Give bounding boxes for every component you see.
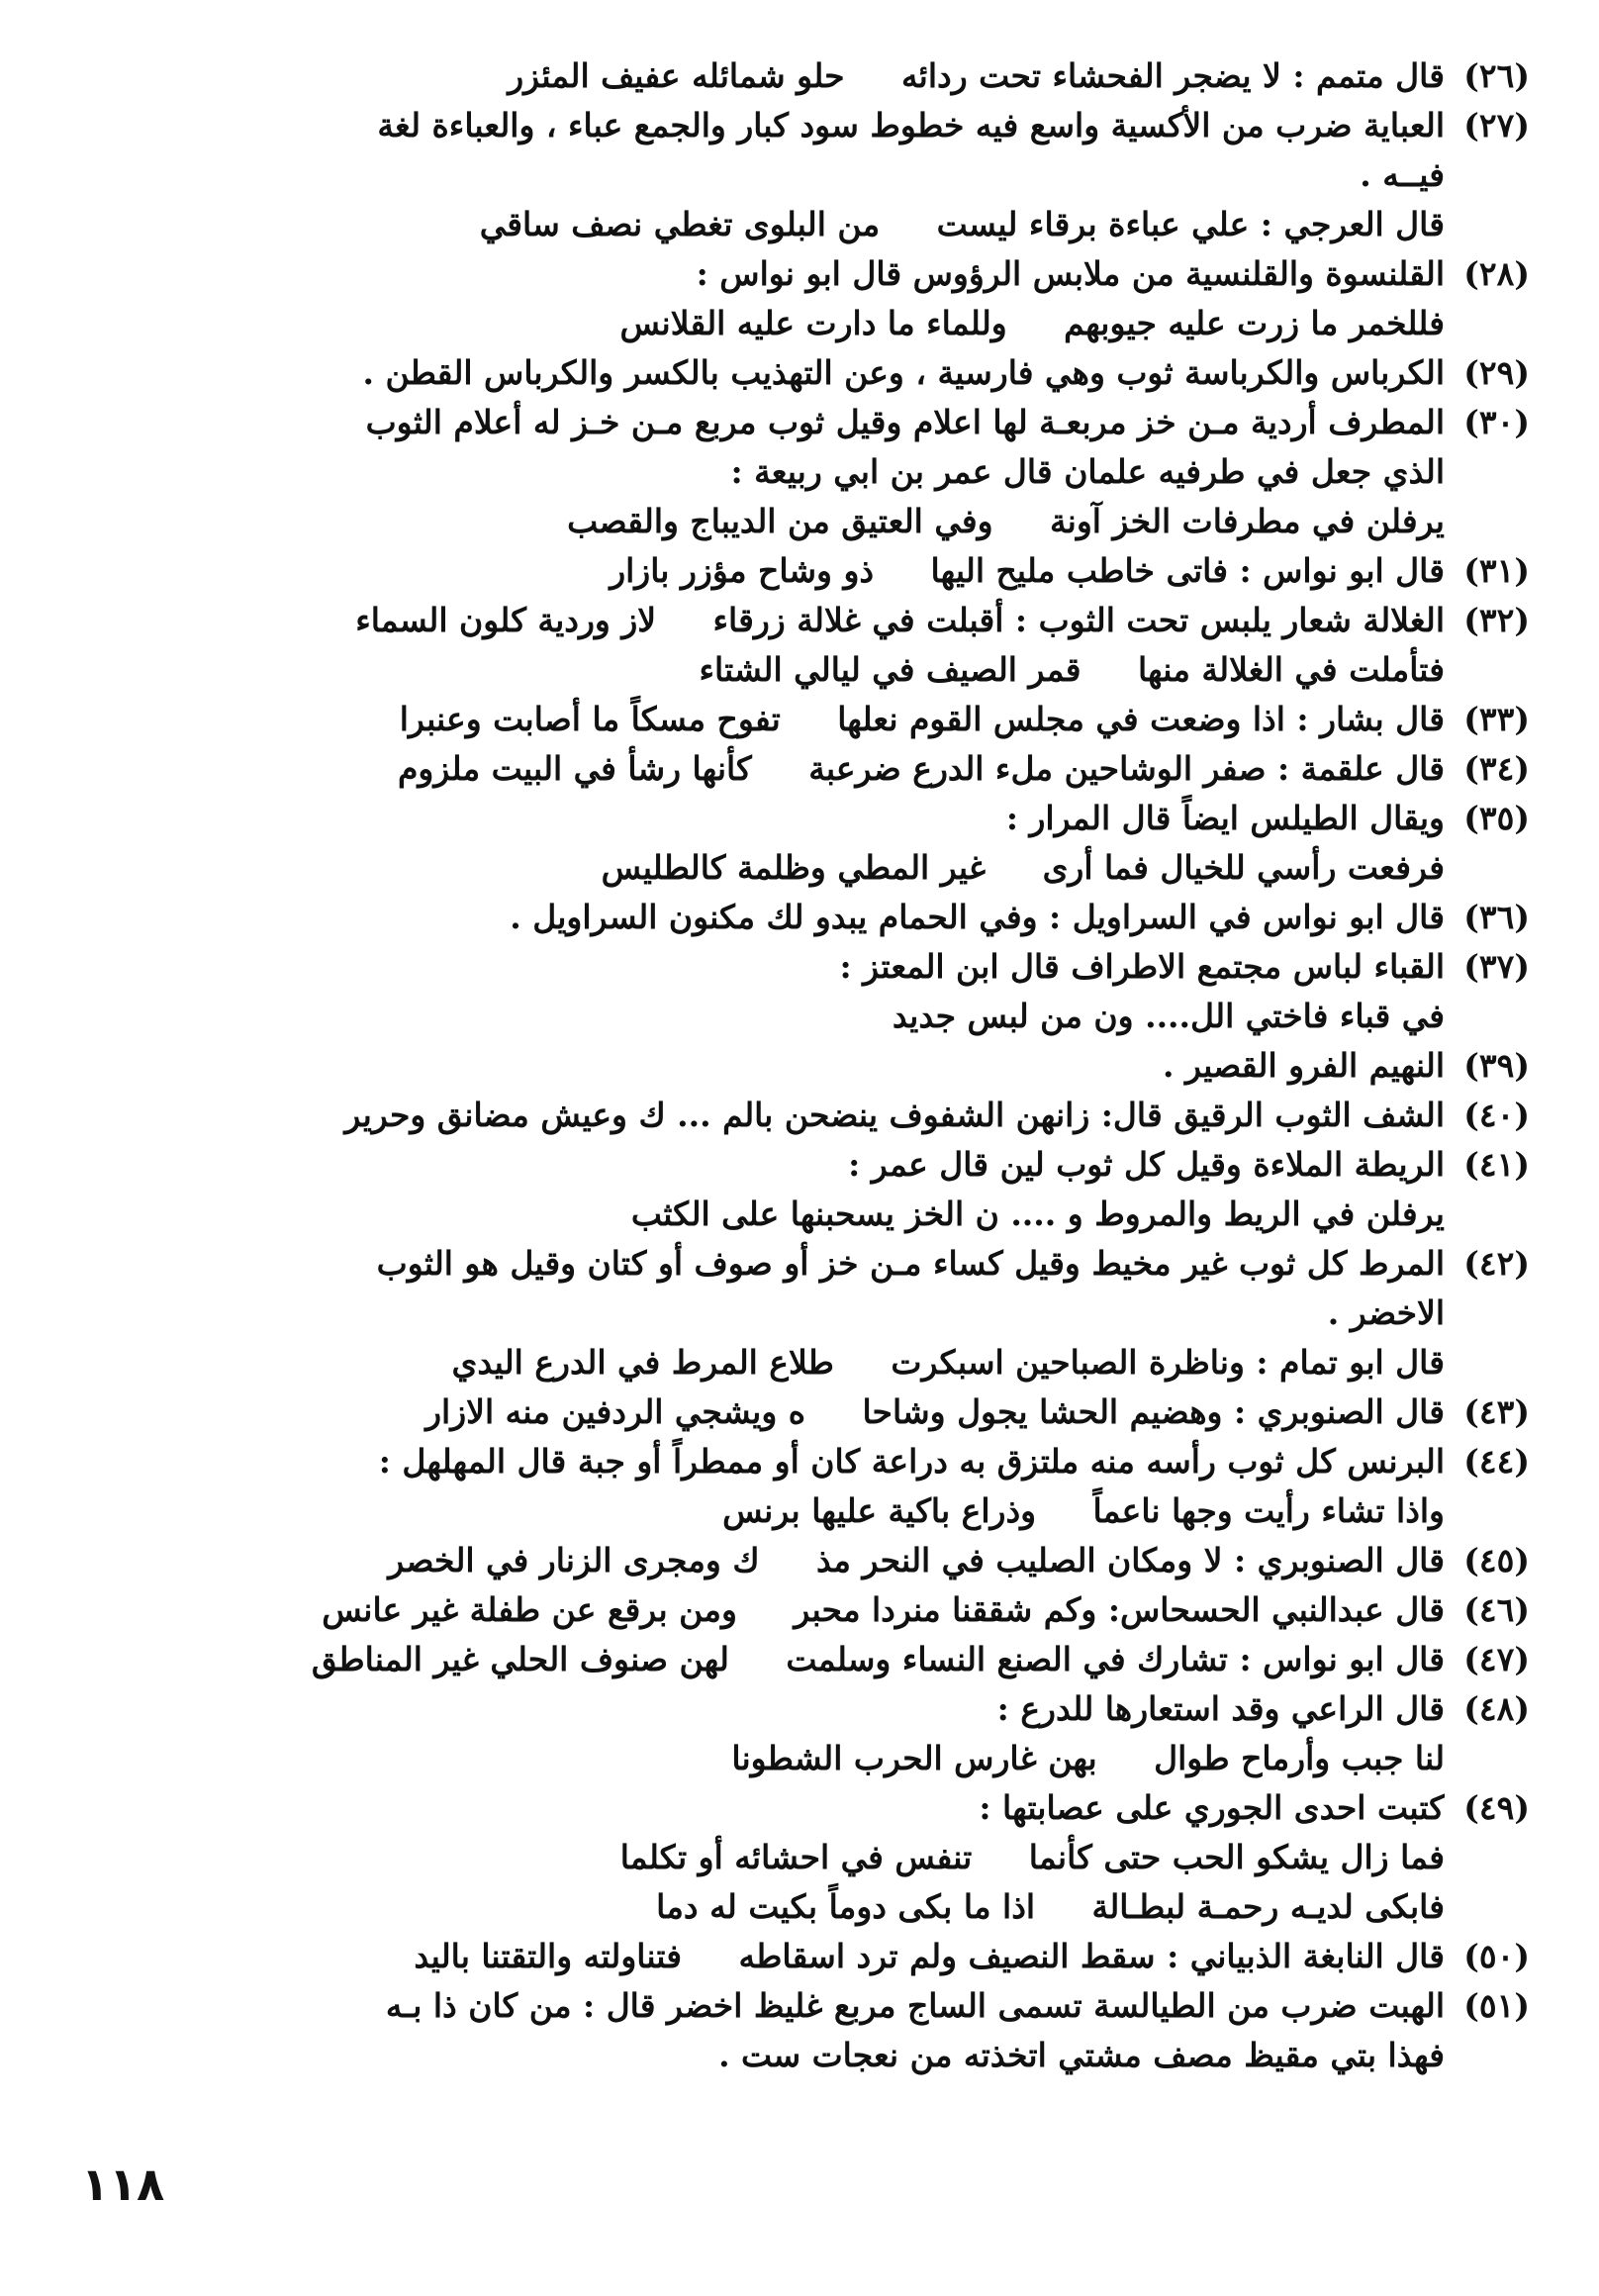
footnote-text: قال الصنوبري : لا ومكان الصليب في النحر مذ ك ومجرى الزنار في الخصر [388, 1541, 1445, 1579]
footnote-number: (٢٨) [1463, 254, 1530, 293]
footnote-line [77, 51, 1530, 101]
footnote-continuation-line [77, 1190, 1530, 1239]
footnote-text: قال بشار : اذا وضعت في مجلس القوم نعلها تفوح مسكاً ما أصابت وعنبرا [399, 700, 1445, 738]
footnote-continuation-line [77, 1338, 1530, 1387]
footnote-text: قال الراعي وقد استعارها للدرع : [996, 1689, 1445, 1728]
footnote-number: (٣٣) [1463, 700, 1530, 738]
footnote-text: العباية ضرب من الأكسية واسع فيه خطوط سود كبار والجمع عباء ، والعباءة لغة [377, 106, 1445, 144]
footnote-continuation-line [77, 497, 1530, 546]
footnote-text: واذا تشاء رأيت وجها ناعماً وذراع باكية عليها برنس [722, 1491, 1445, 1530]
footnote-line [77, 1684, 1530, 1734]
footnote-number: (٤٢) [1463, 1244, 1530, 1283]
footnote-line [77, 1239, 1530, 1289]
footnote-continuation-line [77, 645, 1530, 695]
footnote-line [77, 1932, 1530, 1981]
footnote-text: قال النابغة الذبياني : سقط النصيف ولم ترد اسقاطه فتناولته والتقتنا باليد [414, 1937, 1445, 1975]
footnote-number: (٣٩) [1463, 1046, 1530, 1085]
footnote-number: (٣٥) [1463, 799, 1530, 837]
footnote-number: (٤٩) [1463, 1788, 1530, 1827]
footnote-text: فهذا بتي مقيظ مصف مشتي اتخذته من نعجات ست . [718, 2036, 1445, 2074]
footnote-text: المطرف أردية مـن خز مربعـة لها اعلام وقيل ثوب مربع مـن خـز له أعلام الثوب [365, 403, 1445, 441]
footnote-line [77, 893, 1530, 942]
footnote-number: (٤٥) [1463, 1541, 1530, 1579]
footnote-number: (٤١) [1463, 1145, 1530, 1184]
footnote-number: (٤٣) [1463, 1392, 1530, 1431]
footnote-continuation-line [77, 1882, 1530, 1932]
footnote-text: الريطة الملاءة وقيل كل ثوب لين قال عمر : [848, 1145, 1445, 1184]
footnote-line [77, 348, 1530, 398]
footnote-text: يرفلن في الريط والمروط و .... ن الخز يسحبنها على الكثب [630, 1195, 1445, 1233]
footnote-continuation-line [77, 1734, 1530, 1783]
footnote-text: قال ابو تمام : وناظرة الصباحين اسبكرت طلاع المرط في الدرع اليدي [451, 1343, 1445, 1382]
footnote-text: البرنس كل ثوب رأسه منه ملتزق به دراعة كان أو ممطراً أو جبة قال المهلهل : [378, 1442, 1445, 1481]
footnote-text: القلنسوة والقلنسية من ملابس الرؤوس قال ابو نواس : [696, 254, 1445, 293]
footnote-text: الهبت ضرب من الطيالسة تسمى الساج مربع غليظ اخضر قال : من كان ذا بـه [385, 1986, 1445, 2025]
footnote-line [77, 1437, 1530, 1486]
footnote-line [77, 1140, 1530, 1190]
footnote-text: فتأملت في الغلالة منها قمر الصيف في ليالي الشتاء [699, 650, 1445, 689]
footnote-text: قال العرجي : علي عباءة برقاء ليست من البلوى تغطي نصف ساقي [479, 205, 1445, 243]
footnote-text: يرفلن في مطرفات الخز آونة وفي العتيق من الديباج والقصب [567, 502, 1445, 540]
footnote-text: الذي جعل في طرفيه علمان قال عمر بن ابي ربيعة : [730, 452, 1445, 491]
footnote-line [77, 101, 1530, 150]
footnotes-block [77, 51, 1530, 2080]
footnote-text: ويقال الطيلس ايضاً قال المرار : [1005, 799, 1445, 837]
footnote-text: الاخضر . [1327, 1293, 1445, 1332]
footnote-line [77, 1981, 1530, 2031]
footnote-text: فرفعت رأسي للخيال فما أرى غير المطي وظلمة كالطليس [601, 848, 1445, 887]
footnote-number: (٣٤) [1463, 749, 1530, 788]
footnote-continuation-line [77, 1833, 1530, 1882]
footnote-number: (٣١) [1463, 551, 1530, 590]
footnote-line [77, 1536, 1530, 1585]
footnote-text: الكرباس والكرباسة ثوب وهي فارسية ، وعن التهذيب بالكسر والكرباس القطن . [362, 353, 1445, 392]
footnote-continuation-line [77, 150, 1530, 200]
footnote-continuation-line [77, 200, 1530, 249]
footnote-line [77, 398, 1530, 447]
footnote-line [77, 744, 1530, 794]
footnote-number: (٢٩) [1463, 353, 1530, 392]
footnote-continuation-line [77, 2031, 1530, 2080]
footnote-continuation-line [77, 1289, 1530, 1338]
footnote-continuation-line [77, 299, 1530, 348]
footnote-line [77, 1387, 1530, 1437]
footnote-line [77, 1585, 1530, 1635]
footnote-text: قال ابو نواس في السراويل : وفي الحمام يبدو لك مكنون السراويل . [510, 898, 1445, 936]
page-number: ١١٨ [81, 2157, 165, 2211]
footnote-text: النهيم الفرو القصير . [1162, 1046, 1445, 1085]
footnote-text: فما زال يشكو الحب حتى كأنما تنفس في احشائه أو تكلما [619, 1838, 1445, 1876]
footnote-continuation-line [77, 447, 1530, 497]
footnote-text: الشف الثوب الرقيق قال: زانهن الشفوف ينضحن بالم ... ك وعيش مضانق وحرير [344, 1096, 1445, 1134]
footnote-text: لنا جبب وأرماح طوال بهن غارس الحرب الشطونا [731, 1739, 1445, 1777]
footnote-line [77, 1091, 1530, 1140]
footnote-continuation-line [77, 843, 1530, 893]
footnote-text: قال ابو نواس : تشارك في الصنع النساء وسلمت لهن صنوف الحلي غير المناطق [311, 1640, 1445, 1678]
footnote-line [77, 249, 1530, 299]
footnote-number: (٢٧) [1463, 106, 1530, 144]
footnote-line [77, 596, 1530, 645]
footnote-number: (٤٧) [1463, 1640, 1530, 1678]
footnote-text: فيــه . [1360, 155, 1445, 194]
footnote-text: قال عبدالنبي الحسحاس: وكم شققنا منردا محبر ومن برقع عن طفلة غير عانس [322, 1590, 1445, 1629]
footnote-line [77, 942, 1530, 992]
footnote-text: كتبت احدى الجوري على عصابتها : [979, 1788, 1445, 1827]
footnote-number: (٥٠) [1463, 1937, 1530, 1975]
footnote-line [77, 1635, 1530, 1684]
footnote-text: قال الصنوبري : وهضيم الحشا يجول وشاحا ه ويشجي الردفين منه الازار [425, 1392, 1445, 1431]
footnote-number: (٤٤) [1463, 1442, 1530, 1481]
footnote-number: (٥١) [1463, 1986, 1530, 2025]
footnote-number: (٢٦) [1463, 56, 1530, 95]
footnote-line [77, 695, 1530, 744]
footnote-line [77, 794, 1530, 843]
footnote-text: فللخمر ما زرت عليه جيوبهم وللماء ما دارت عليه القلانس [619, 304, 1445, 342]
footnote-text: قال متمم : لا يضجر الفحشاء تحت ردائه حلو شمائله عفيف المئزر [508, 56, 1445, 95]
footnote-number: (٣٢) [1463, 601, 1530, 639]
footnote-number: (٣٧) [1463, 947, 1530, 986]
footnote-line [77, 1041, 1530, 1091]
footnote-text: القباء لباس مجتمع الاطراف قال ابن المعتز : [839, 947, 1445, 986]
footnote-continuation-line [77, 1486, 1530, 1536]
footnote-text: قال علقمة : صفر الوشاحين ملء الدرع ضرعبة كأنها رشأ في البيت ملزوم [397, 749, 1445, 788]
footnote-number: (٣٠) [1463, 403, 1530, 441]
footnote-text: المرط كل ثوب غير مخيط وقيل كساء مـن خز أو صوف أو كتان وقيل هو الثوب [376, 1244, 1445, 1283]
footnote-text: فابكى لديـه رحمـة لبطـالة اذا ما بكى دوماً بكيت له دما [656, 1887, 1445, 1926]
footnote-number: (٤٠) [1463, 1096, 1530, 1134]
footnote-line [77, 1783, 1530, 1833]
footnote-text: الغلالة شعار يلبس تحت الثوب : أقبلت في غلالة زرقاء لاز وردية كلون السماء [355, 601, 1445, 639]
footnote-continuation-line [77, 992, 1530, 1041]
footnote-text: قال ابو نواس : فاتى خاطب مليح اليها ذو وشاح مؤزر بازار [610, 551, 1445, 590]
footnote-number: (٤٦) [1463, 1590, 1530, 1629]
footnote-number: (٤٨) [1463, 1689, 1530, 1728]
footnote-text: في قباء فاختي الل.... ون من لبس جديد [892, 997, 1445, 1035]
footnote-number: (٣٦) [1463, 898, 1530, 936]
footnote-line [77, 546, 1530, 596]
